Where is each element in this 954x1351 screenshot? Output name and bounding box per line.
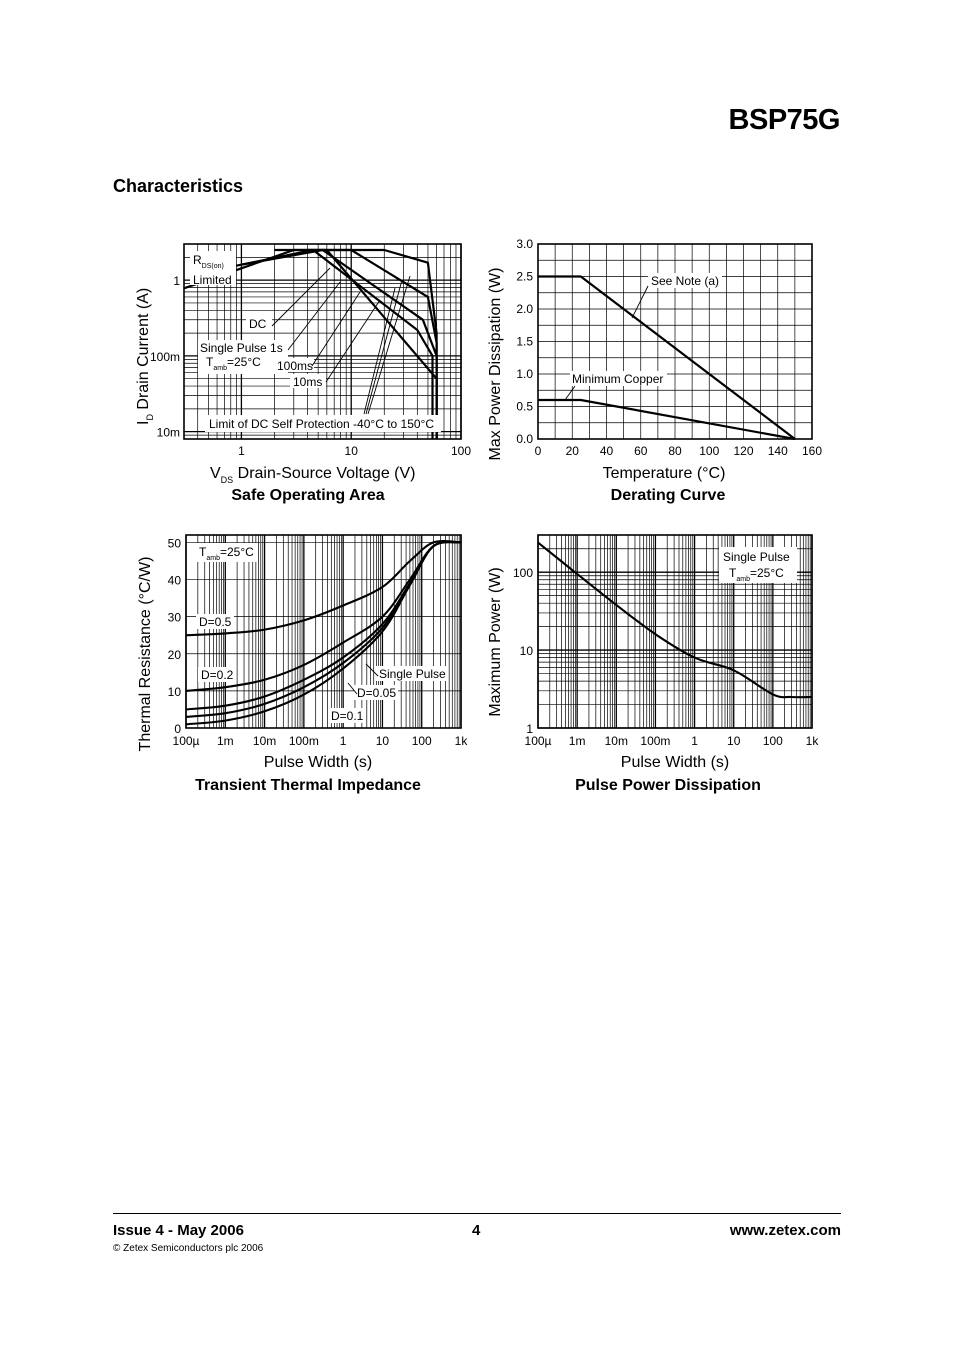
derating-x-tick-label: 40	[599, 444, 614, 458]
soa-curve-3	[275, 250, 437, 439]
tti-y-axis-label: Thermal Resistance (°C/W)	[137, 556, 154, 752]
ppd-x-tick-label: 100µ	[524, 734, 552, 748]
footer-divider	[113, 1213, 841, 1214]
tti-y-tick-label: 50	[167, 536, 181, 551]
ppd-x-tick-label: 1k	[805, 734, 819, 748]
soa-leader	[364, 288, 395, 414]
ppd-x-tick-label: 100	[762, 734, 783, 748]
soa-y-tick-label: 1	[173, 274, 180, 289]
soa-annotation-100ms: 100ms	[277, 359, 314, 373]
part-number: BSP75G	[728, 104, 840, 136]
derating-y-tick-label: 0.0	[516, 432, 533, 446]
derating-x-tick-label: 0	[534, 444, 542, 458]
website-link[interactable]: www.zetex.com	[729, 1222, 841, 1239]
derating-x-axis-label: Temperature (°C)	[602, 465, 726, 482]
ppd-x-tick-label: 100m	[640, 734, 671, 748]
ppd-annotation-tamb: $T_{amb}=25^\circ C$	[729, 566, 784, 583]
tti-y-tick-label: 10	[167, 684, 181, 699]
derating-x-tick-label: 120	[733, 444, 754, 458]
tti-y-tick-label: 20	[167, 647, 181, 662]
tti-series-label: D=0.05	[357, 686, 397, 700]
tti-series-label: D=0.1	[331, 709, 364, 723]
derating-x-tick-label: 140	[767, 444, 788, 458]
ppd-annotation-single-pulse: Single Pulse	[723, 550, 790, 564]
soa-title: Safe Operating Area	[231, 487, 385, 504]
tti-x-tick-label: 100µ	[172, 734, 200, 748]
ppd-title: Pulse Power Dissipation	[575, 777, 761, 794]
ppd-x-tick-label: 1m	[568, 734, 586, 748]
tti-x-tick-label: 1m	[216, 734, 234, 748]
tti-series-label: D=0.5	[199, 615, 232, 629]
tti-x-tick-label: 1k	[454, 734, 468, 748]
derating-x-tick-label: 160	[801, 444, 823, 458]
ppd-y-tick-label: 1	[526, 722, 533, 736]
page-number: 4	[472, 1222, 481, 1239]
ppd-y-tick-label: 100	[512, 566, 533, 581]
tti-x-tick-label: 100	[411, 734, 432, 748]
soa-annotation-rdson: $R_{DS(on)}$	[193, 253, 224, 270]
derating-y-tick-label: 1.5	[516, 334, 533, 349]
derating-y-tick-label: 2.0	[516, 302, 533, 316]
soa-annotation-dc: DC	[249, 317, 267, 331]
ppd-x-tick-label: 10	[727, 734, 741, 748]
tti-x-tick-label: 10	[375, 734, 390, 748]
section-title: Characteristics	[113, 176, 244, 196]
derating-x-tick-label: 100	[699, 444, 720, 458]
soa-y-tick-label: 100m	[149, 349, 180, 364]
soa-annotation-10ms: 10ms	[293, 375, 323, 389]
tti-y-tick-label: 0	[174, 722, 181, 736]
derating-leader	[632, 286, 648, 318]
tti-x-tick-label: 10m	[252, 734, 277, 748]
ppd-x-axis-label: Pulse Width (s)	[620, 754, 730, 771]
soa-annotation-self-protection: Limit of DC Self Protection -40°C to 150°C	[209, 417, 435, 431]
tti-series-label: Single Pulse	[379, 667, 446, 681]
soa-y-axis-label: $I_D$ Drain Current (A)	[135, 287, 155, 425]
derating-x-tick-label: 20	[565, 444, 579, 458]
ppd-y-tick-label: 10	[519, 644, 533, 659]
derating-y-tick-label: 1.0	[516, 367, 533, 381]
soa-x-tick-label: 1	[238, 444, 245, 458]
tti-annotation-tamb: $T_{amb}=25^\circ C$	[199, 545, 254, 562]
copyright-text: © Zetex Semiconductors plc 2006	[113, 1243, 264, 1254]
soa-annotation-tamb: $T_{amb}=25^\circ C$	[206, 355, 261, 372]
tti-x-axis-label: Pulse Width (s)	[263, 754, 373, 771]
derating-x-tick-label: 80	[668, 444, 682, 458]
soa-x-tick-label: 100	[450, 444, 472, 458]
tti-y-tick-label: 30	[167, 610, 181, 625]
tti-title: Transient Thermal Impedance	[195, 777, 421, 794]
derating-y-axis-label: Max Power Dissipation (W)	[487, 267, 504, 461]
tti-x-tick-label: 1	[339, 734, 347, 748]
derating-label-note-a: See Note (a)	[651, 274, 720, 288]
derating-label-min-copper: Minimum Copper	[572, 372, 664, 386]
ppd-y-axis-label: Maximum Power (W)	[487, 567, 504, 717]
soa-x-axis-label: $V_{DS}$ Drain-Source Voltage (V)	[210, 465, 416, 485]
ppd-x-tick-label: 10m	[604, 734, 628, 748]
tti-x-tick-label: 100m	[288, 734, 319, 748]
soa-annotation-single-pulse: Single Pulse 1s	[200, 341, 283, 355]
derating-y-tick-label: 2.5	[516, 269, 533, 284]
derating-title: Derating Curve	[610, 487, 726, 504]
derating-curve-1	[538, 400, 795, 439]
derating-y-tick-label: 3.0	[516, 237, 533, 251]
derating-x-tick-label: 60	[634, 444, 648, 458]
tti-y-tick-label: 40	[167, 573, 181, 588]
derating-leader	[565, 386, 575, 400]
tti-series-label: D=0.2	[201, 668, 234, 682]
issue-label: Issue 4 - May 2006	[113, 1222, 244, 1239]
soa-y-tick-label: 10m	[156, 425, 180, 440]
soa-x-tick-label: 10	[344, 444, 358, 458]
derating-y-tick-label: 0.5	[516, 399, 533, 414]
ppd-x-tick-label: 1	[691, 734, 698, 748]
soa-annotation-limited: Limited	[193, 273, 232, 287]
